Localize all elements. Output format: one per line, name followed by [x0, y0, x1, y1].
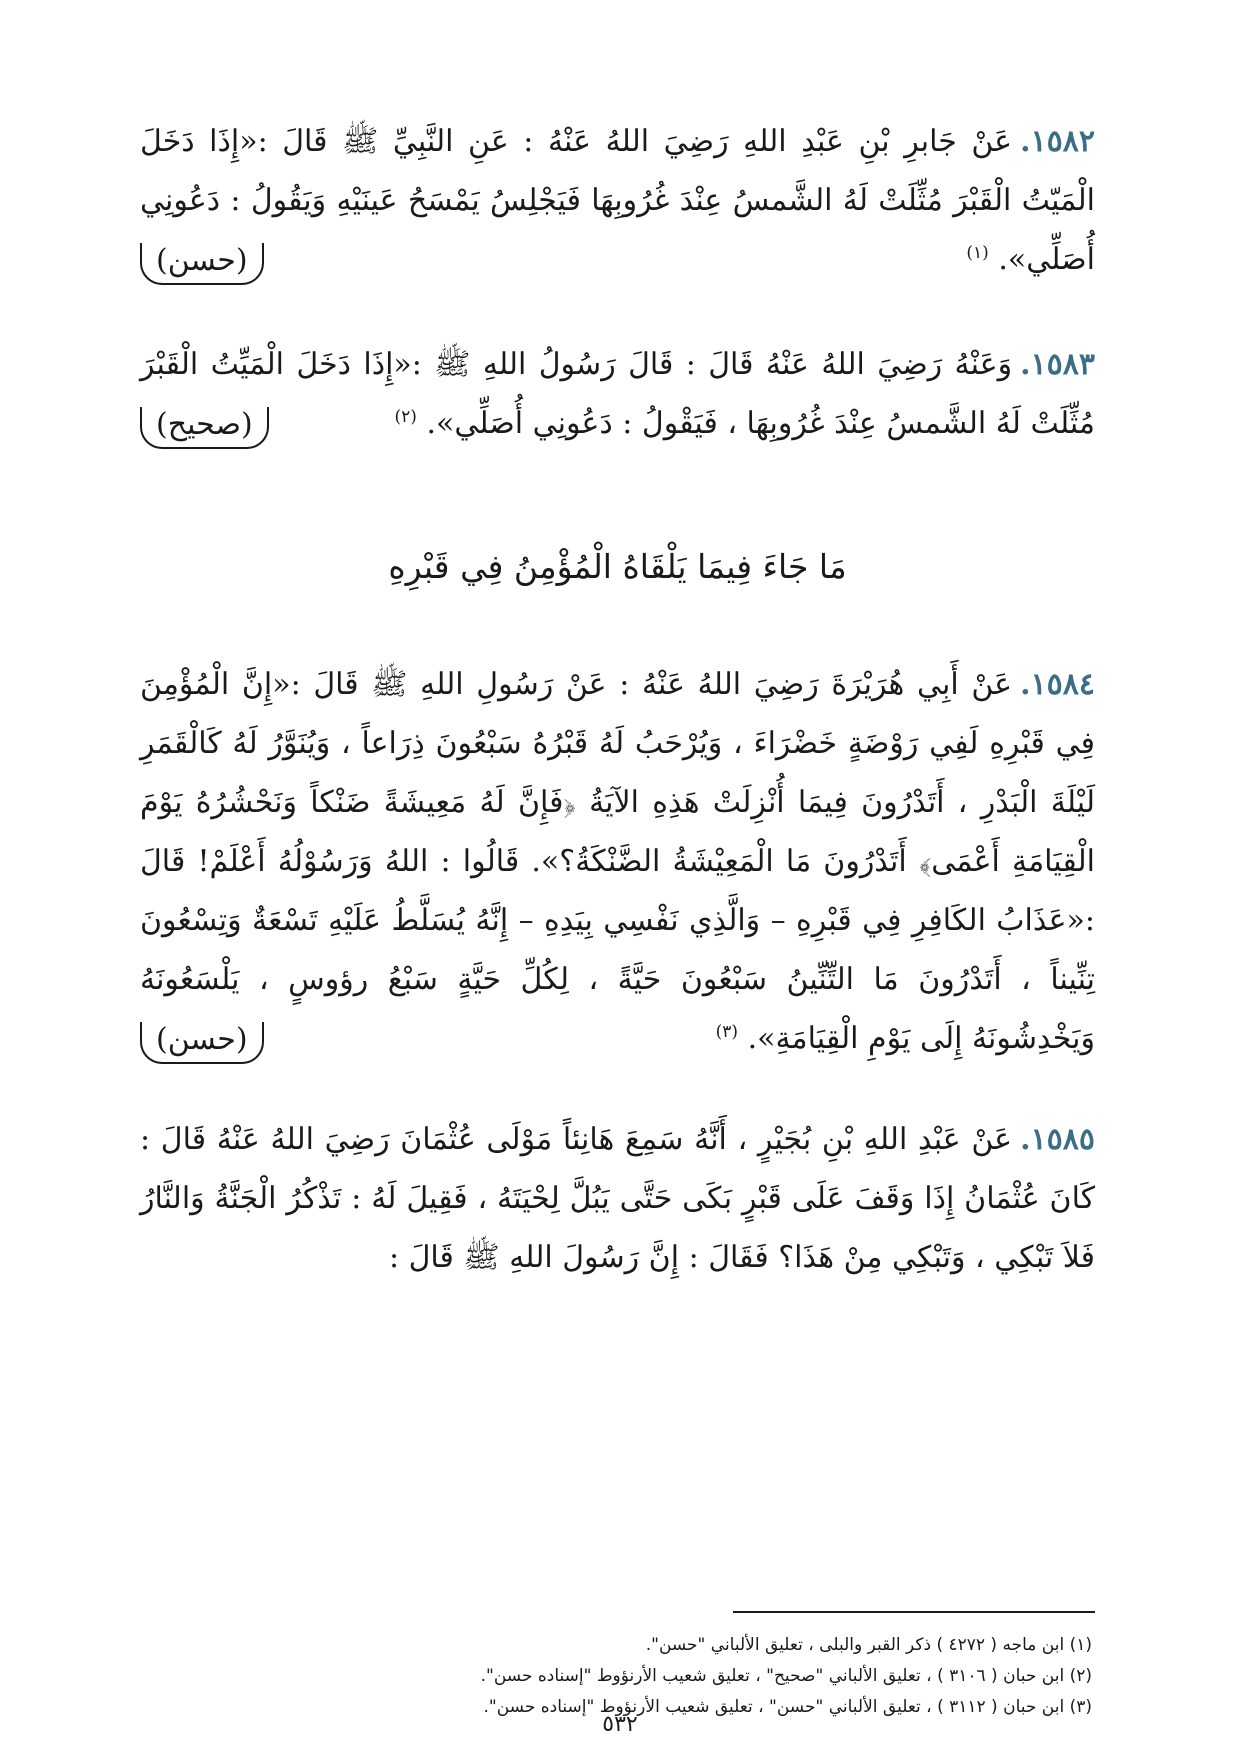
footnotes [142, 1630, 1092, 1723]
footnote-item: (٣) ابن حبان ( ٣١١٢ ) ، تعليق الألباني "حسن" ، تعليق شعيب الأرنؤوط "إسناده حسن". [483, 1697, 1092, 1717]
hadith-number: ١٥٨٣. [1020, 347, 1095, 382]
footnote-reference[interactable]: (٣) [715, 1022, 739, 1042]
grade-label: (صحيح) [140, 407, 269, 449]
hadith-number: ١٥٨٤. [1020, 667, 1095, 702]
hadith-paragraph [140, 335, 1095, 453]
hadith-paragraph [140, 112, 1095, 289]
footnote-reference[interactable]: (٢) [394, 407, 417, 427]
hadith-text: عَنْ أَبِي هُرَيْرَةَ رَضِيَ اللهُ عَنْهُ : عَنْ رَسُولِ اللهِ ﷺ قَالَ :«إِنَّ الْمُؤْمِنَ فِي قَبْرِهِ لَفِي رَوْضَةٍ خَضْرَاءَ ، وَيُرْحَبُ لَهُ قَبْرُهُ سَبْعُونَ ذِرَاعاً ، وَيُنَوَّرُ لَهُ كَالْقَمَرِ لَيْلَةَ الْبَدْرِ ، أَتَدْرُونَ فِيمَا أُنْزِلَتْ هَذِهِ الآيَةُ ﴿فَإِنَّ لَهُ مَعِيشَةً ضَنْكاً وَنَحْشُرُهُ يَوْمَ الْقِيَامَةِ أَعْمَى﴾ أَتَدْرُونَ مَا الْمَعِيْشَةُ الضَّنْكَةُ؟». قَالُوا : اللهُ وَرَسُوْلُهُ أَعْلَمْ! قَالَ :«عَذَابُ الكَافِرِ فِي قَبْرِهِ – وَالَّذِي نَفْسِي بِيَدِهِ – إِنَّهُ يُسَلَّطُ عَلَيْهِ تَسْعَةٌ وَتِسْعُونَ تِنِّيناً ، أَتَدْرُونَ مَا التِّنِّينُ سَبْعُونَ حَيَّةً ، لِكُلِّ حَيَّةٍ سَبْعُ رؤوسٍ ، يَلْسَعُونَهُ وَيَخْدِشُونَهُ إِلَى يَوْمِ الْقِيَامَةِ». [140, 667, 1095, 1056]
hadith-paragraph [140, 1110, 1095, 1287]
hadith-1583 [140, 335, 1095, 453]
hadith-number: ١٥٨٥. [1020, 1122, 1095, 1157]
section-heading: مَا جَاءَ فِيمَا يَلْقَاهُ الْمُؤْمِنُ فِي قَبْرِهِ [388, 547, 847, 586]
hadith-number: ١٥٨٢. [1020, 124, 1095, 159]
footnote-item: (١) ابن ماجه ( ٤٢٧٢ ) ذكر القبر والبلى ، تعليق الألباني "حسن". [645, 1635, 1092, 1655]
grade-label: (حسن) [140, 243, 264, 285]
footnote-item: (٢) ابن حبان ( ٣١٠٦ ) ، تعليق الألباني "صحيح" ، تعليق شعيب الأرنؤوط "إسناده حسن". [480, 1666, 1092, 1686]
hadith-text: عَنْ جَابرِ بْنِ عَبْدِ اللهِ رَضِيَ اللهُ عَنْهُ : عَنِ النَّبِيِّ ﷺ قَالَ :«إِذَا دَخَلَ الْمَيّتُ الْقَبْرَ مُثِّلَتْ لَهُ الشَّمسُ عِنْدَ غُرُوبِهَا فَيَجْلِسُ يَمْسَحُ عَينَيْهِ وَيَقُولُ : دَعُونِي أُصَلِّي». [140, 124, 1095, 277]
hadith-1584 [140, 655, 1095, 1068]
grade-label: (حسن) [140, 1022, 264, 1064]
hadith-text: وَعَنْهُ رَضِيَ اللهُ عَنْهُ قَالَ : قَالَ رَسُولُ اللهِ ﷺ :«إِذَا دَخَلَ الْمَيِّتُ الْقَبْرَ مُثِّلَتْ لَهُ الشَّمسُ عِنْدَ غُرُوبِهَا ، فَيَقْولُ : دَعُونِي أُصَلِّي». [140, 347, 1095, 441]
footnote-divider [733, 1611, 1095, 1613]
hadith-1585 [140, 1110, 1095, 1287]
hadith-paragraph [140, 655, 1095, 1068]
hadith-1582 [140, 112, 1095, 289]
hadith-text: عَنْ عَبْدِ اللهِ بْنِ بُجَيْرٍ ، أَنَّهُ سَمِعَ هَانِئاً مَوْلَى عُثْمَانَ رَضِيَ اللهُ عَنْهُ قَالَ : كَانَ عُثْمَانُ إِذَا وَقَفَ عَلَى قَبْرٍ بَكَى حَتَّى يَبُلَّ لِحْيَتَهُ ، فَقِيلَ لَهُ : تَذْكُرُ الْجَنَّةُ وَالنَّارُ فَلاَ تَبْكِي ، وَتَبْكِي مِنْ هَذَا؟ فَقَالَ : إِنَّ رَسُولَ اللهِ ﷺ قَالَ : [140, 1122, 1095, 1275]
section-heading-block [140, 542, 1095, 592]
footnote-reference[interactable]: (١) [966, 243, 989, 263]
page-number: ٥٣٢ [602, 1712, 638, 1737]
